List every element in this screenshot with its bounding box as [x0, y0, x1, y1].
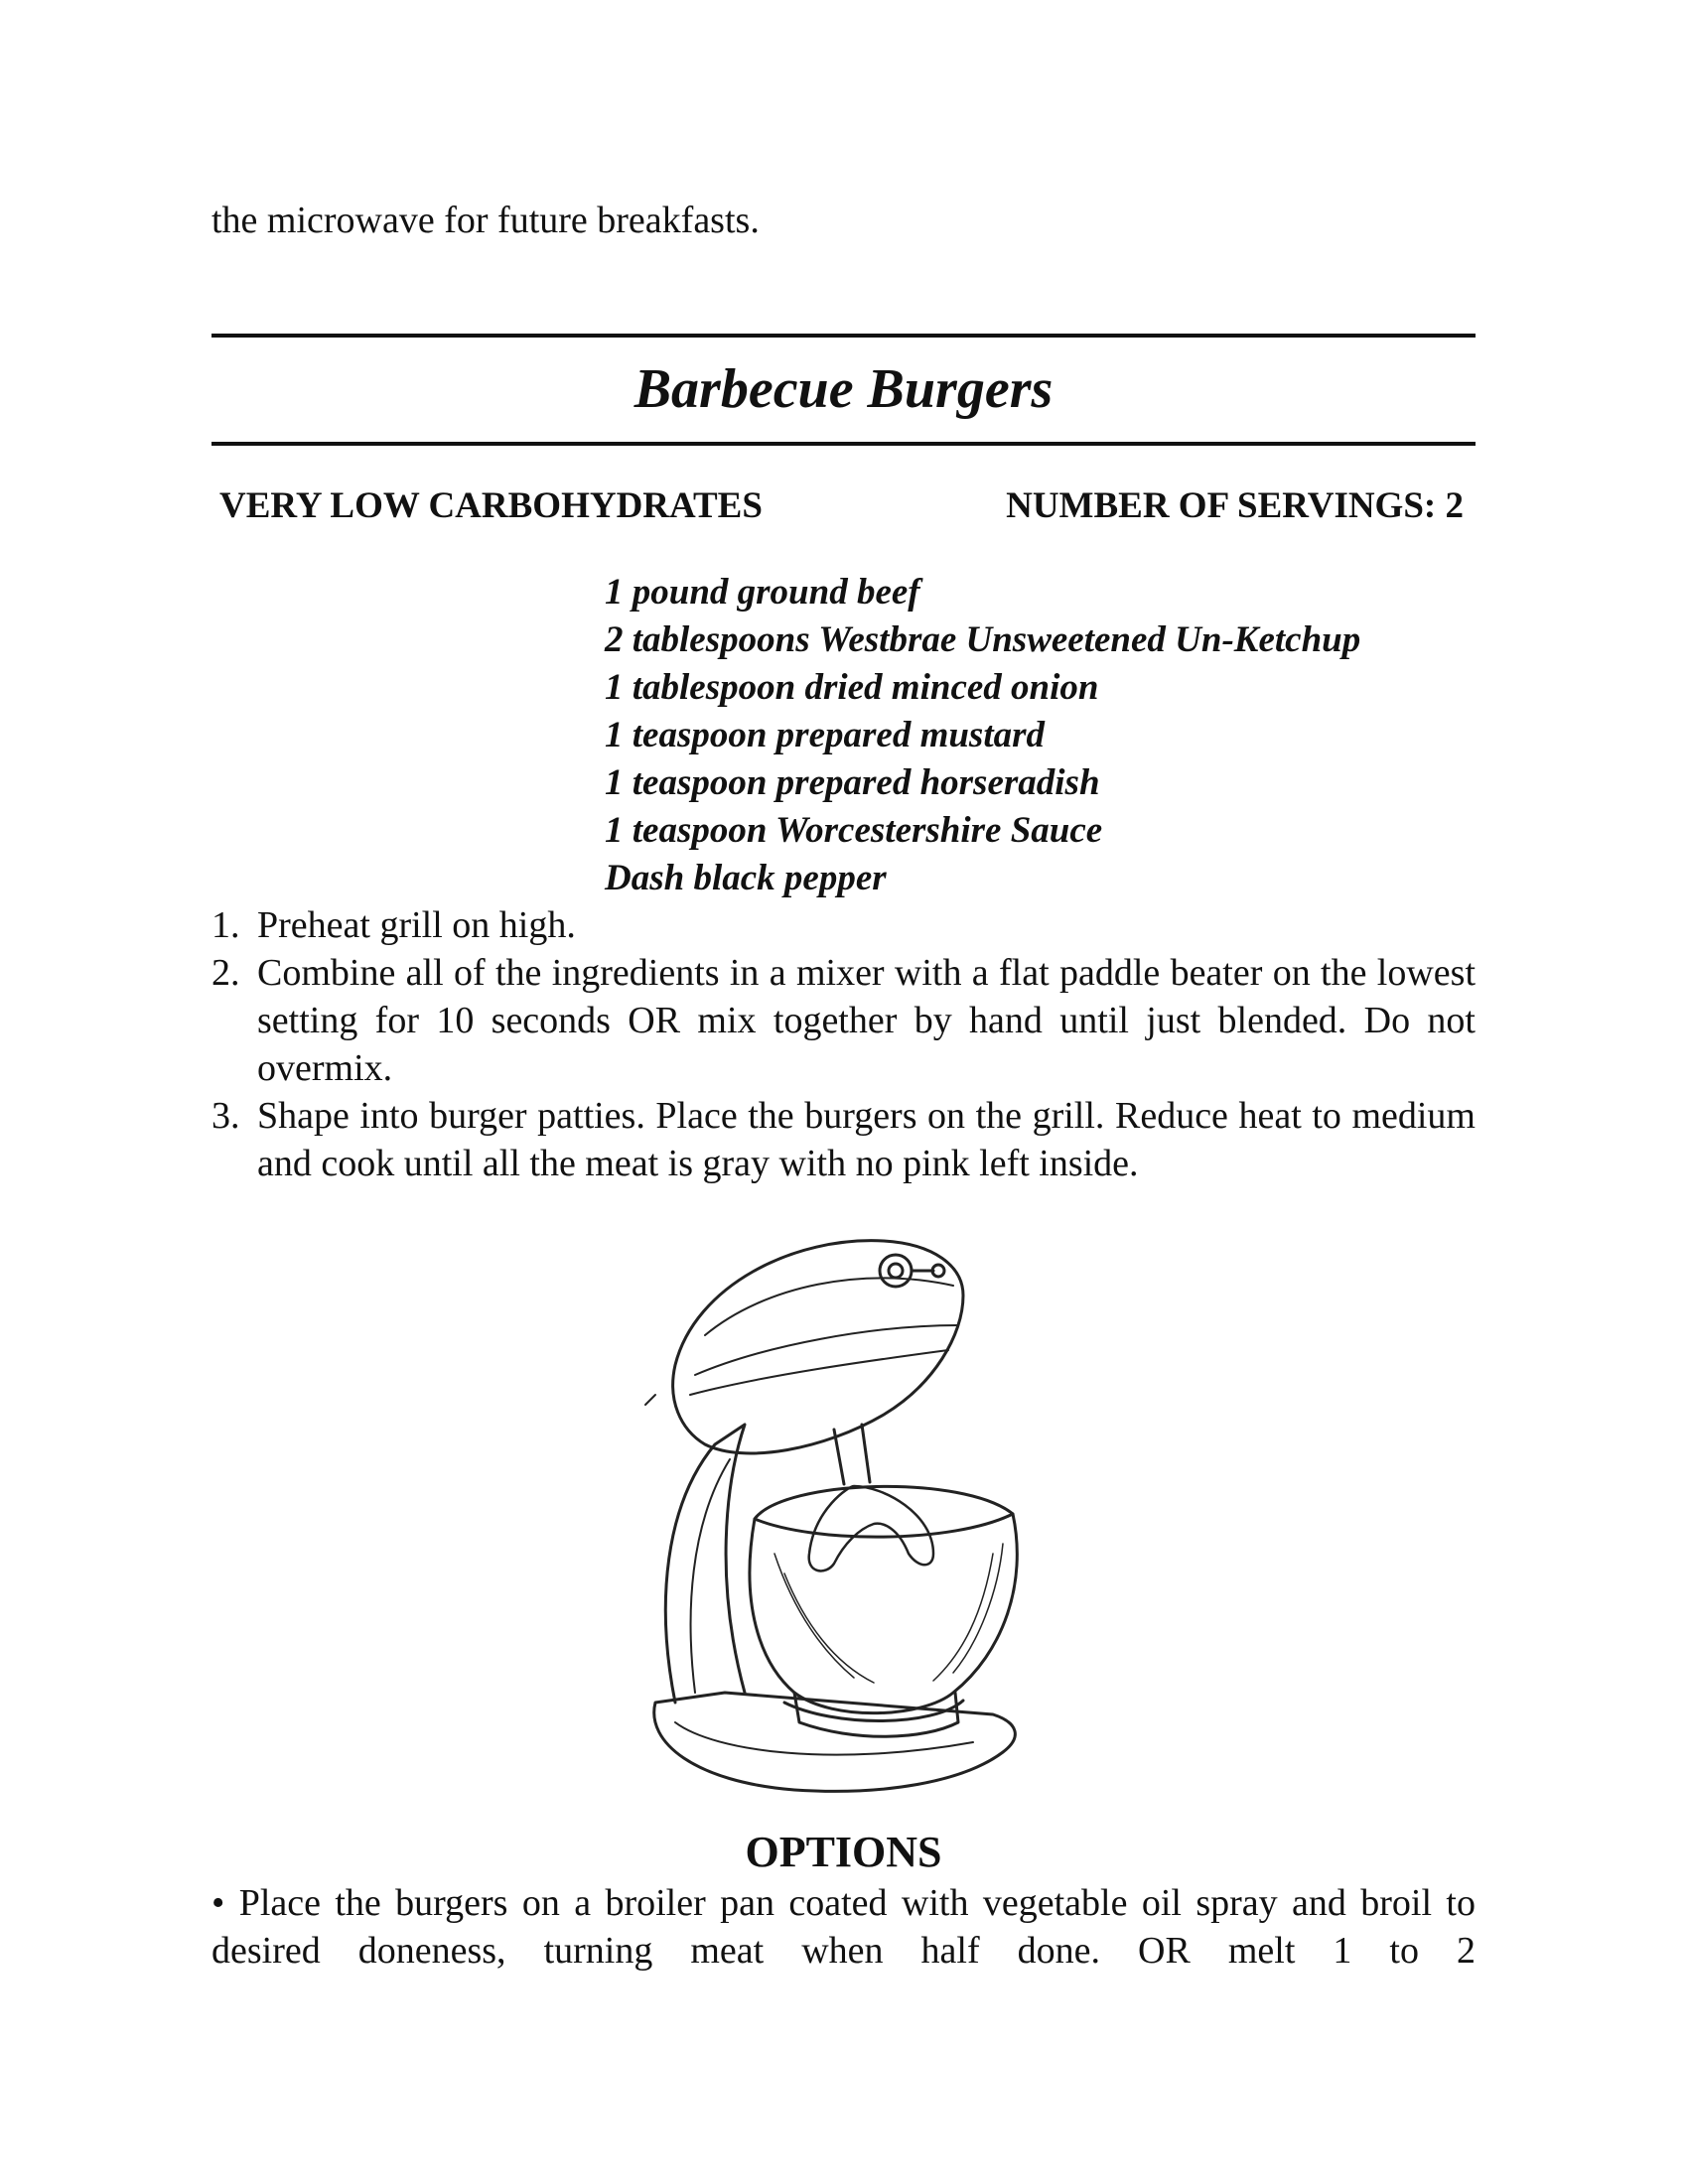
carb-label: VERY LOW CARBOHYDRATES: [219, 485, 763, 526]
ingredient-item: 1 teaspoon Worcestershire Sauce: [605, 810, 1103, 851]
instruction-step: [211, 949, 1476, 1092]
ingredient-item: 1 teaspoon prepared mustard: [605, 715, 1046, 755]
step-text: Preheat grill on high.: [257, 904, 576, 946]
step-number: 3.: [211, 1095, 240, 1137]
recipe-title: Barbecue Burgers: [633, 358, 1054, 420]
ingredient-item: 1 teaspoon prepared horseradish: [605, 762, 1100, 803]
title-rule-bottom: [211, 442, 1476, 446]
step-text: Shape into burger patties. Place the burgers on the grill. Reduce heat to medium and cook until all the meat is gray with no pink left inside.: [257, 1095, 1476, 1184]
step-text: Combine all of the ingredients in a mixer with a flat paddle beater on the lowest setting for 10 seconds OR mix together by hand until just blended. Do not overmix.: [257, 952, 1476, 1089]
instruction-list: [211, 901, 1476, 1187]
ingredient-list: [605, 569, 1360, 902]
instruction-step: [211, 1092, 1476, 1187]
carryover-text: the microwave for future breakfasts.: [211, 200, 760, 241]
stand-mixer-illustration: [635, 1226, 1062, 1802]
step-number: 2.: [211, 952, 240, 994]
step-number: 1.: [211, 904, 240, 946]
options-heading: OPTIONS: [745, 1828, 942, 1876]
instruction-step: [211, 901, 1476, 949]
ingredient-item: 1 pound ground beef: [605, 572, 920, 613]
title-rule-top: [211, 334, 1476, 338]
ingredient-item: 1 tablespoon dried minced onion: [605, 667, 1099, 708]
ingredient-item: Dash black pepper: [605, 858, 887, 898]
servings-label: NUMBER OF SERVINGS: 2: [1006, 485, 1464, 526]
ingredient-item: 2 tablespoons Westbrae Unsweetened Un-Ketchup: [605, 619, 1361, 660]
options-text: • Place the burgers on a broiler pan coated with vegetable oil spray and broil to desired doneness, turning meat when half done. OR melt 1 to 2: [211, 1882, 1476, 1972]
